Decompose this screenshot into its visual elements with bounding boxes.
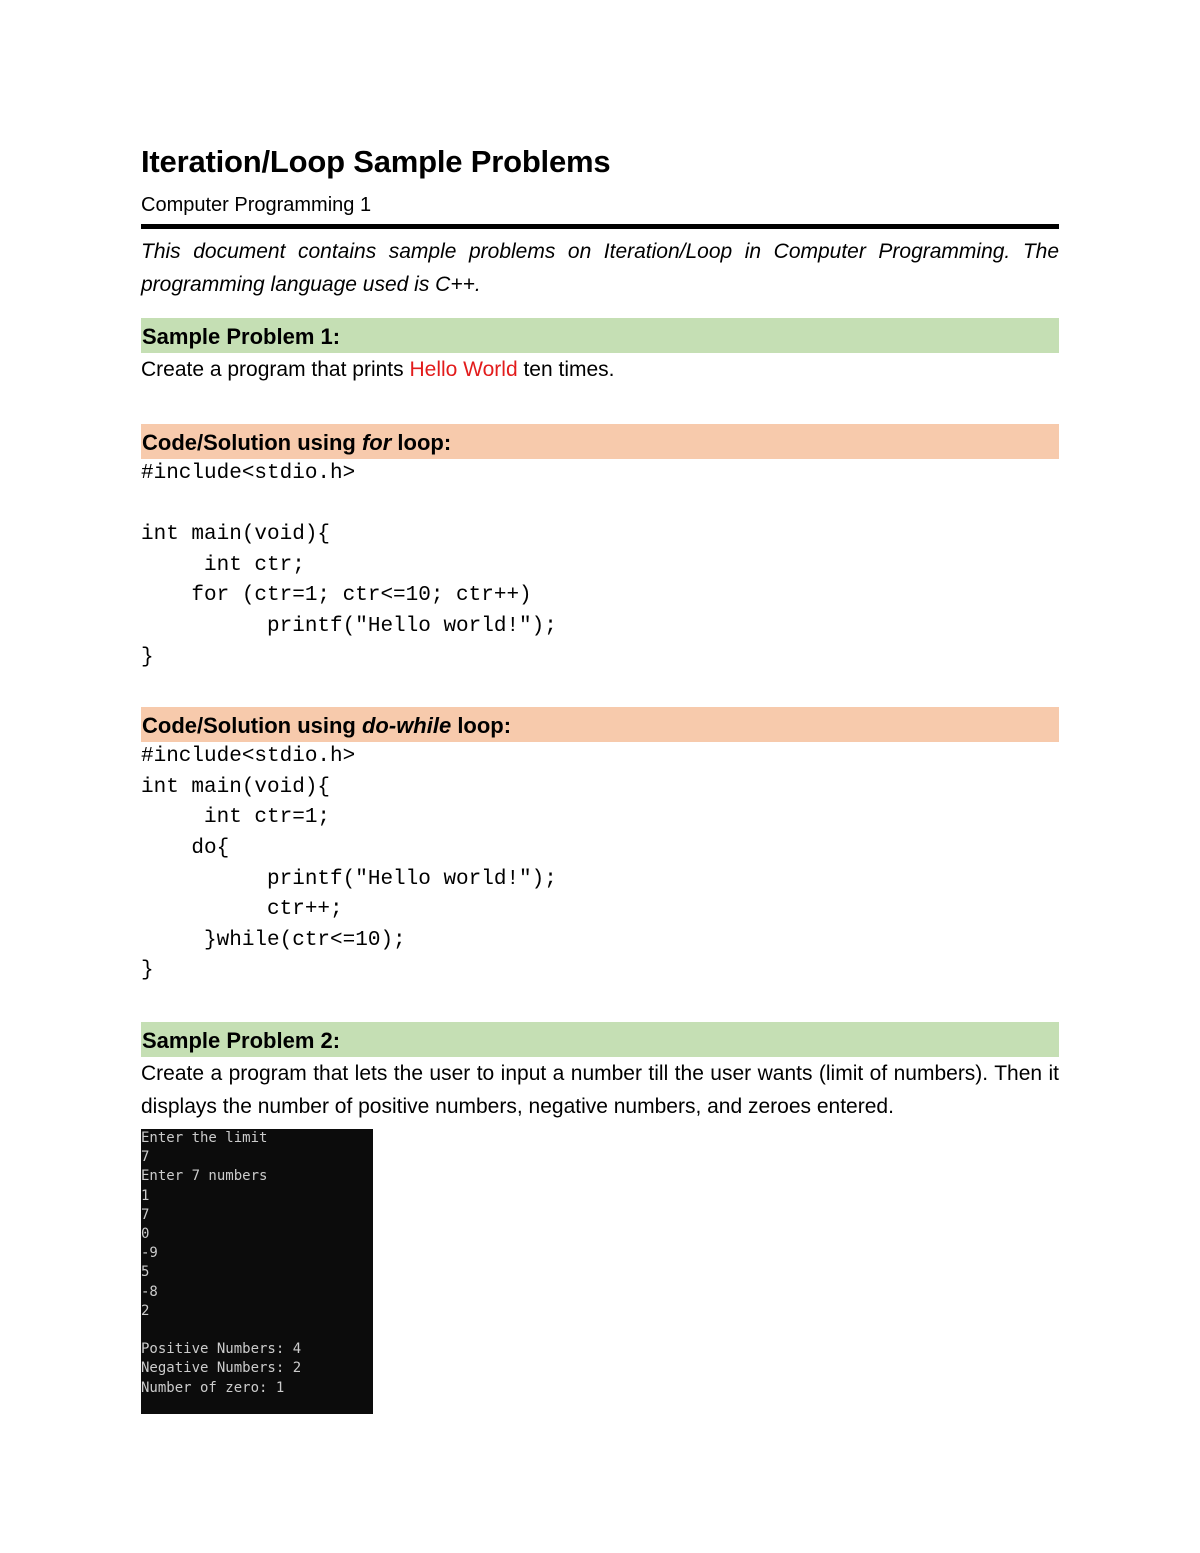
for-heading-suffix: loop: (391, 430, 452, 455)
problem2-text: Create a program that lets the user to input a number till the user wants (limit of numbers). Then it displays the number of positive numbers, negative numbers, and zeroes entered. (141, 1061, 1059, 1118)
for-loop-code: #include<stdio.h> int main(void){ int ctr; for (ctr=1; ctr<=10; ctr++) printf("Hello world!"); } (141, 462, 557, 669)
dowhile-heading-keyword: do-while (361, 713, 452, 739)
document-subtitle: Computer Programming 1 (141, 194, 372, 216)
problem1-highlight: Hello World (409, 358, 518, 381)
problem1-heading: Sample Problem 1: (141, 318, 1059, 353)
problem1-text-before: Create a program that prints (141, 358, 410, 381)
dowhile-loop-code: #include<stdio.h> int main(void){ int ctr=1; do{ printf("Hello world!"); ctr++; }while(ctr<=10); } (141, 745, 557, 983)
document-title: Iteration/Loop Sample Problems (141, 144, 611, 179)
document-page (141, 140, 1059, 1414)
for-heading-prefix: Code/Solution using (142, 430, 362, 455)
problem1-text-after: ten times. (517, 358, 615, 381)
problem2-heading: Sample Problem 2: (141, 1022, 1059, 1057)
document-intro: This document contains sample problems on Iteration/Loop in Computer Programming. The programming language used is C++. (141, 240, 1059, 296)
dowhile-heading-suffix: loop: (451, 713, 512, 739)
for-heading-keyword: for (361, 430, 392, 455)
console-output-screenshot: Enter the limit 7 Enter 7 numbers 1 7 0 -9 5 -8 2 Positive Numbers: 4 Negative Numbers: 2 Number of zero: 1 (141, 1129, 373, 1414)
dowhile-solution-heading (141, 707, 1059, 742)
dowhile-heading-prefix: Code/Solution using (142, 713, 362, 739)
title-divider (141, 224, 1059, 229)
for-solution-heading (141, 424, 1059, 459)
problem1-text (141, 353, 1059, 386)
